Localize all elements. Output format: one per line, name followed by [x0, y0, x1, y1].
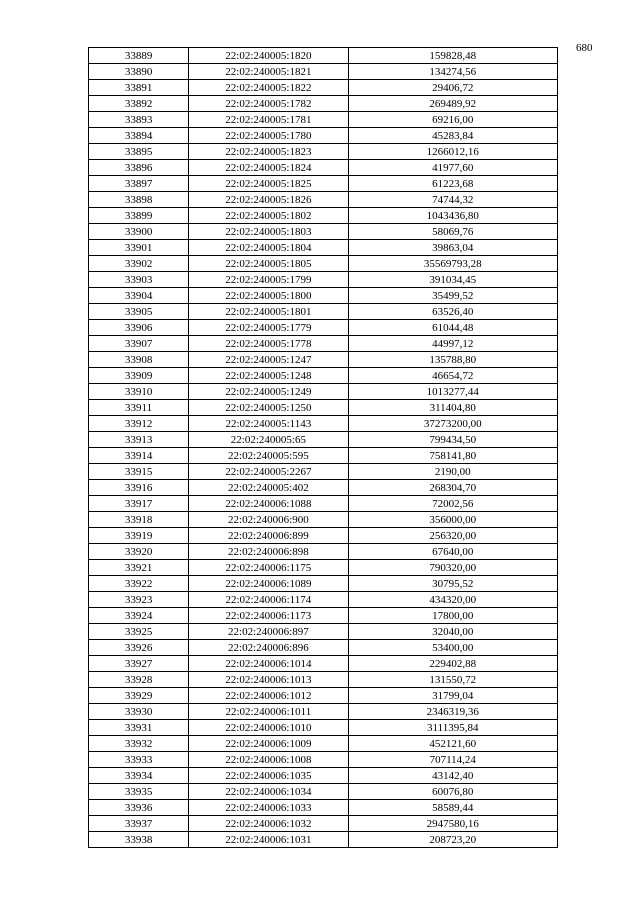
cadastral-number-cell: 22:02:240006:1175 — [189, 560, 348, 576]
value-cell: 208723,20 — [348, 832, 557, 848]
row-number-cell: 33919 — [89, 528, 189, 544]
value-cell: 434320,00 — [348, 592, 557, 608]
table-row — [89, 304, 558, 320]
row-number-cell: 33921 — [89, 560, 189, 576]
row-number-cell: 33907 — [89, 336, 189, 352]
cadastral-number-cell: 22:02:240006:1032 — [189, 816, 348, 832]
value-cell: 135788,80 — [348, 352, 557, 368]
page-number: 680 — [576, 42, 593, 54]
table-row — [89, 544, 558, 560]
row-number-cell: 33896 — [89, 160, 189, 176]
value-cell: 268304,70 — [348, 480, 557, 496]
cadastral-number-cell: 22:02:240005:1779 — [189, 320, 348, 336]
value-cell: 58069,76 — [348, 224, 557, 240]
cadastral-number-cell: 22:02:240006:1033 — [189, 800, 348, 816]
value-cell: 1043436,80 — [348, 208, 557, 224]
cadastral-number-cell: 22:02:240005:1780 — [189, 128, 348, 144]
row-number-cell: 33937 — [89, 816, 189, 832]
value-cell: 3111395,84 — [348, 720, 557, 736]
cadastral-number-cell: 22:02:240006:1008 — [189, 752, 348, 768]
value-cell: 1266012,16 — [348, 144, 557, 160]
cadastral-number-cell: 22:02:240005:1826 — [189, 192, 348, 208]
row-number-cell: 33892 — [89, 96, 189, 112]
table-row — [89, 752, 558, 768]
table-row — [89, 480, 558, 496]
value-cell: 707114,24 — [348, 752, 557, 768]
table-row — [89, 512, 558, 528]
value-cell: 159828,48 — [348, 48, 557, 64]
value-cell: 61044,48 — [348, 320, 557, 336]
row-number-cell: 33931 — [89, 720, 189, 736]
row-number-cell: 33898 — [89, 192, 189, 208]
cadastral-number-cell: 22:02:240006:1174 — [189, 592, 348, 608]
value-cell: 67640,00 — [348, 544, 557, 560]
cadastral-number-cell: 22:02:240005:1821 — [189, 64, 348, 80]
row-number-cell: 33894 — [89, 128, 189, 144]
table-row — [89, 336, 558, 352]
value-cell: 2346319,36 — [348, 704, 557, 720]
row-number-cell: 33934 — [89, 768, 189, 784]
value-cell: 2190,00 — [348, 464, 557, 480]
value-cell: 391034,45 — [348, 272, 557, 288]
cadastral-number-cell: 22:02:240005:65 — [189, 432, 348, 448]
value-cell: 60076,80 — [348, 784, 557, 800]
table-row — [89, 240, 558, 256]
value-cell: 2947580,16 — [348, 816, 557, 832]
row-number-cell: 33889 — [89, 48, 189, 64]
value-cell: 17800,00 — [348, 608, 557, 624]
value-cell: 134274,56 — [348, 64, 557, 80]
table-row — [89, 832, 558, 848]
cadastral-number-cell: 22:02:240005:1800 — [189, 288, 348, 304]
row-number-cell: 33916 — [89, 480, 189, 496]
row-number-cell: 33911 — [89, 400, 189, 416]
row-number-cell: 33925 — [89, 624, 189, 640]
cadastral-number-cell: 22:02:240005:595 — [189, 448, 348, 464]
row-number-cell: 33929 — [89, 688, 189, 704]
cadastral-number-cell: 22:02:240006:896 — [189, 640, 348, 656]
row-number-cell: 33918 — [89, 512, 189, 528]
cadastral-number-cell: 22:02:240006:1035 — [189, 768, 348, 784]
value-cell: 356000,00 — [348, 512, 557, 528]
cadastral-value-table — [88, 47, 558, 848]
table-row — [89, 160, 558, 176]
table-row — [89, 432, 558, 448]
row-number-cell: 33909 — [89, 368, 189, 384]
value-cell: 790320,00 — [348, 560, 557, 576]
row-number-cell: 33904 — [89, 288, 189, 304]
cadastral-number-cell: 22:02:240005:1825 — [189, 176, 348, 192]
table-row — [89, 688, 558, 704]
cadastral-number-cell: 22:02:240005:1781 — [189, 112, 348, 128]
value-cell: 452121,60 — [348, 736, 557, 752]
cadastral-number-cell: 22:02:240006:1173 — [189, 608, 348, 624]
table-row — [89, 464, 558, 480]
table-row — [89, 800, 558, 816]
table-row — [89, 400, 558, 416]
row-number-cell: 33914 — [89, 448, 189, 464]
row-number-cell: 33924 — [89, 608, 189, 624]
value-cell: 63526,40 — [348, 304, 557, 320]
value-cell: 39863,04 — [348, 240, 557, 256]
value-cell: 74744,32 — [348, 192, 557, 208]
cadastral-number-cell: 22:02:240006:1034 — [189, 784, 348, 800]
table-row — [89, 256, 558, 272]
cadastral-number-cell: 22:02:240006:900 — [189, 512, 348, 528]
row-number-cell: 33897 — [89, 176, 189, 192]
value-cell: 32040,00 — [348, 624, 557, 640]
row-number-cell: 33910 — [89, 384, 189, 400]
cadastral-number-cell: 22:02:240006:897 — [189, 624, 348, 640]
cadastral-number-cell: 22:02:240005:1799 — [189, 272, 348, 288]
row-number-cell: 33922 — [89, 576, 189, 592]
cadastral-number-cell: 22:02:240006:1011 — [189, 704, 348, 720]
value-cell: 72002,56 — [348, 496, 557, 512]
row-number-cell: 33908 — [89, 352, 189, 368]
row-number-cell: 33933 — [89, 752, 189, 768]
table-row — [89, 496, 558, 512]
row-number-cell: 33923 — [89, 592, 189, 608]
table-row — [89, 720, 558, 736]
value-cell: 31799,04 — [348, 688, 557, 704]
table-row — [89, 576, 558, 592]
row-number-cell: 33899 — [89, 208, 189, 224]
value-cell: 35569793,28 — [348, 256, 557, 272]
cadastral-number-cell: 22:02:240006:1013 — [189, 672, 348, 688]
value-cell: 69216,00 — [348, 112, 557, 128]
cadastral-number-cell: 22:02:240006:1010 — [189, 720, 348, 736]
table-row — [89, 704, 558, 720]
value-cell: 46654,72 — [348, 368, 557, 384]
cadastral-number-cell: 22:02:240005:1782 — [189, 96, 348, 112]
row-number-cell: 33905 — [89, 304, 189, 320]
table-row — [89, 608, 558, 624]
row-number-cell: 33895 — [89, 144, 189, 160]
cadastral-number-cell: 22:02:240005:1824 — [189, 160, 348, 176]
row-number-cell: 33903 — [89, 272, 189, 288]
table-row — [89, 288, 558, 304]
value-cell: 37273200,00 — [348, 416, 557, 432]
row-number-cell: 33936 — [89, 800, 189, 816]
value-cell: 45283,84 — [348, 128, 557, 144]
table-row — [89, 272, 558, 288]
table-row — [89, 624, 558, 640]
table-row — [89, 144, 558, 160]
table-row — [89, 96, 558, 112]
table-row — [89, 768, 558, 784]
row-number-cell: 33900 — [89, 224, 189, 240]
cadastral-number-cell: 22:02:240005:1143 — [189, 416, 348, 432]
table-row — [89, 784, 558, 800]
row-number-cell: 33890 — [89, 64, 189, 80]
table-row — [89, 816, 558, 832]
cadastral-number-cell: 22:02:240006:1012 — [189, 688, 348, 704]
cadastral-number-cell: 22:02:240006:1009 — [189, 736, 348, 752]
table-row — [89, 448, 558, 464]
row-number-cell: 33912 — [89, 416, 189, 432]
cadastral-number-cell: 22:02:240006:1031 — [189, 832, 348, 848]
table-row — [89, 320, 558, 336]
row-number-cell: 33928 — [89, 672, 189, 688]
table-row — [89, 192, 558, 208]
cadastral-number-cell: 22:02:240005:1822 — [189, 80, 348, 96]
cadastral-number-cell: 22:02:240005:1778 — [189, 336, 348, 352]
row-number-cell: 33926 — [89, 640, 189, 656]
cadastral-number-cell: 22:02:240005:1249 — [189, 384, 348, 400]
table-row — [89, 224, 558, 240]
value-cell: 53400,00 — [348, 640, 557, 656]
table-row — [89, 736, 558, 752]
table-row — [89, 560, 558, 576]
table-row — [89, 416, 558, 432]
cadastral-number-cell: 22:02:240005:1250 — [189, 400, 348, 416]
cadastral-number-cell: 22:02:240005:1804 — [189, 240, 348, 256]
table-row — [89, 112, 558, 128]
row-number-cell: 33915 — [89, 464, 189, 480]
table-row — [89, 528, 558, 544]
value-cell: 311404,80 — [348, 400, 557, 416]
cadastral-number-cell: 22:02:240006:899 — [189, 528, 348, 544]
cadastral-number-cell: 22:02:240005:2267 — [189, 464, 348, 480]
row-number-cell: 33927 — [89, 656, 189, 672]
cadastral-number-cell: 22:02:240005:1805 — [189, 256, 348, 272]
cadastral-number-cell: 22:02:240005:1802 — [189, 208, 348, 224]
table-row — [89, 64, 558, 80]
value-cell: 43142,40 — [348, 768, 557, 784]
cadastral-number-cell: 22:02:240005:1823 — [189, 144, 348, 160]
value-cell: 229402,88 — [348, 656, 557, 672]
value-cell: 131550,72 — [348, 672, 557, 688]
cadastral-number-cell: 22:02:240005:1248 — [189, 368, 348, 384]
cadastral-number-cell: 22:02:240005:1247 — [189, 352, 348, 368]
table-row — [89, 592, 558, 608]
value-cell: 58589,44 — [348, 800, 557, 816]
cadastral-number-cell: 22:02:240006:1014 — [189, 656, 348, 672]
row-number-cell: 33930 — [89, 704, 189, 720]
row-number-cell: 33901 — [89, 240, 189, 256]
row-number-cell: 33906 — [89, 320, 189, 336]
table-body — [89, 48, 558, 848]
value-cell: 256320,00 — [348, 528, 557, 544]
value-cell: 269489,92 — [348, 96, 557, 112]
cadastral-number-cell: 22:02:240005:1820 — [189, 48, 348, 64]
row-number-cell: 33893 — [89, 112, 189, 128]
table-row — [89, 656, 558, 672]
table-row — [89, 384, 558, 400]
value-cell: 29406,72 — [348, 80, 557, 96]
row-number-cell: 33938 — [89, 832, 189, 848]
value-cell: 799434,50 — [348, 432, 557, 448]
value-cell: 44997,12 — [348, 336, 557, 352]
table-row — [89, 128, 558, 144]
table-row — [89, 672, 558, 688]
row-number-cell: 33891 — [89, 80, 189, 96]
cadastral-number-cell: 22:02:240006:898 — [189, 544, 348, 560]
cadastral-number-cell: 22:02:240006:1088 — [189, 496, 348, 512]
table-row — [89, 176, 558, 192]
table-row — [89, 352, 558, 368]
row-number-cell: 33935 — [89, 784, 189, 800]
value-cell: 30795,52 — [348, 576, 557, 592]
table-row — [89, 48, 558, 64]
value-cell: 1013277,44 — [348, 384, 557, 400]
cadastral-number-cell: 22:02:240006:1089 — [189, 576, 348, 592]
table-row — [89, 208, 558, 224]
row-number-cell: 33920 — [89, 544, 189, 560]
row-number-cell: 33917 — [89, 496, 189, 512]
table-row — [89, 80, 558, 96]
value-cell: 41977,60 — [348, 160, 557, 176]
cadastral-number-cell: 22:02:240005:1803 — [189, 224, 348, 240]
table-row — [89, 640, 558, 656]
row-number-cell: 33913 — [89, 432, 189, 448]
row-number-cell: 33902 — [89, 256, 189, 272]
table-row — [89, 368, 558, 384]
value-cell: 35499,52 — [348, 288, 557, 304]
value-cell: 61223,68 — [348, 176, 557, 192]
cadastral-number-cell: 22:02:240005:402 — [189, 480, 348, 496]
value-cell: 758141,80 — [348, 448, 557, 464]
row-number-cell: 33932 — [89, 736, 189, 752]
cadastral-number-cell: 22:02:240005:1801 — [189, 304, 348, 320]
